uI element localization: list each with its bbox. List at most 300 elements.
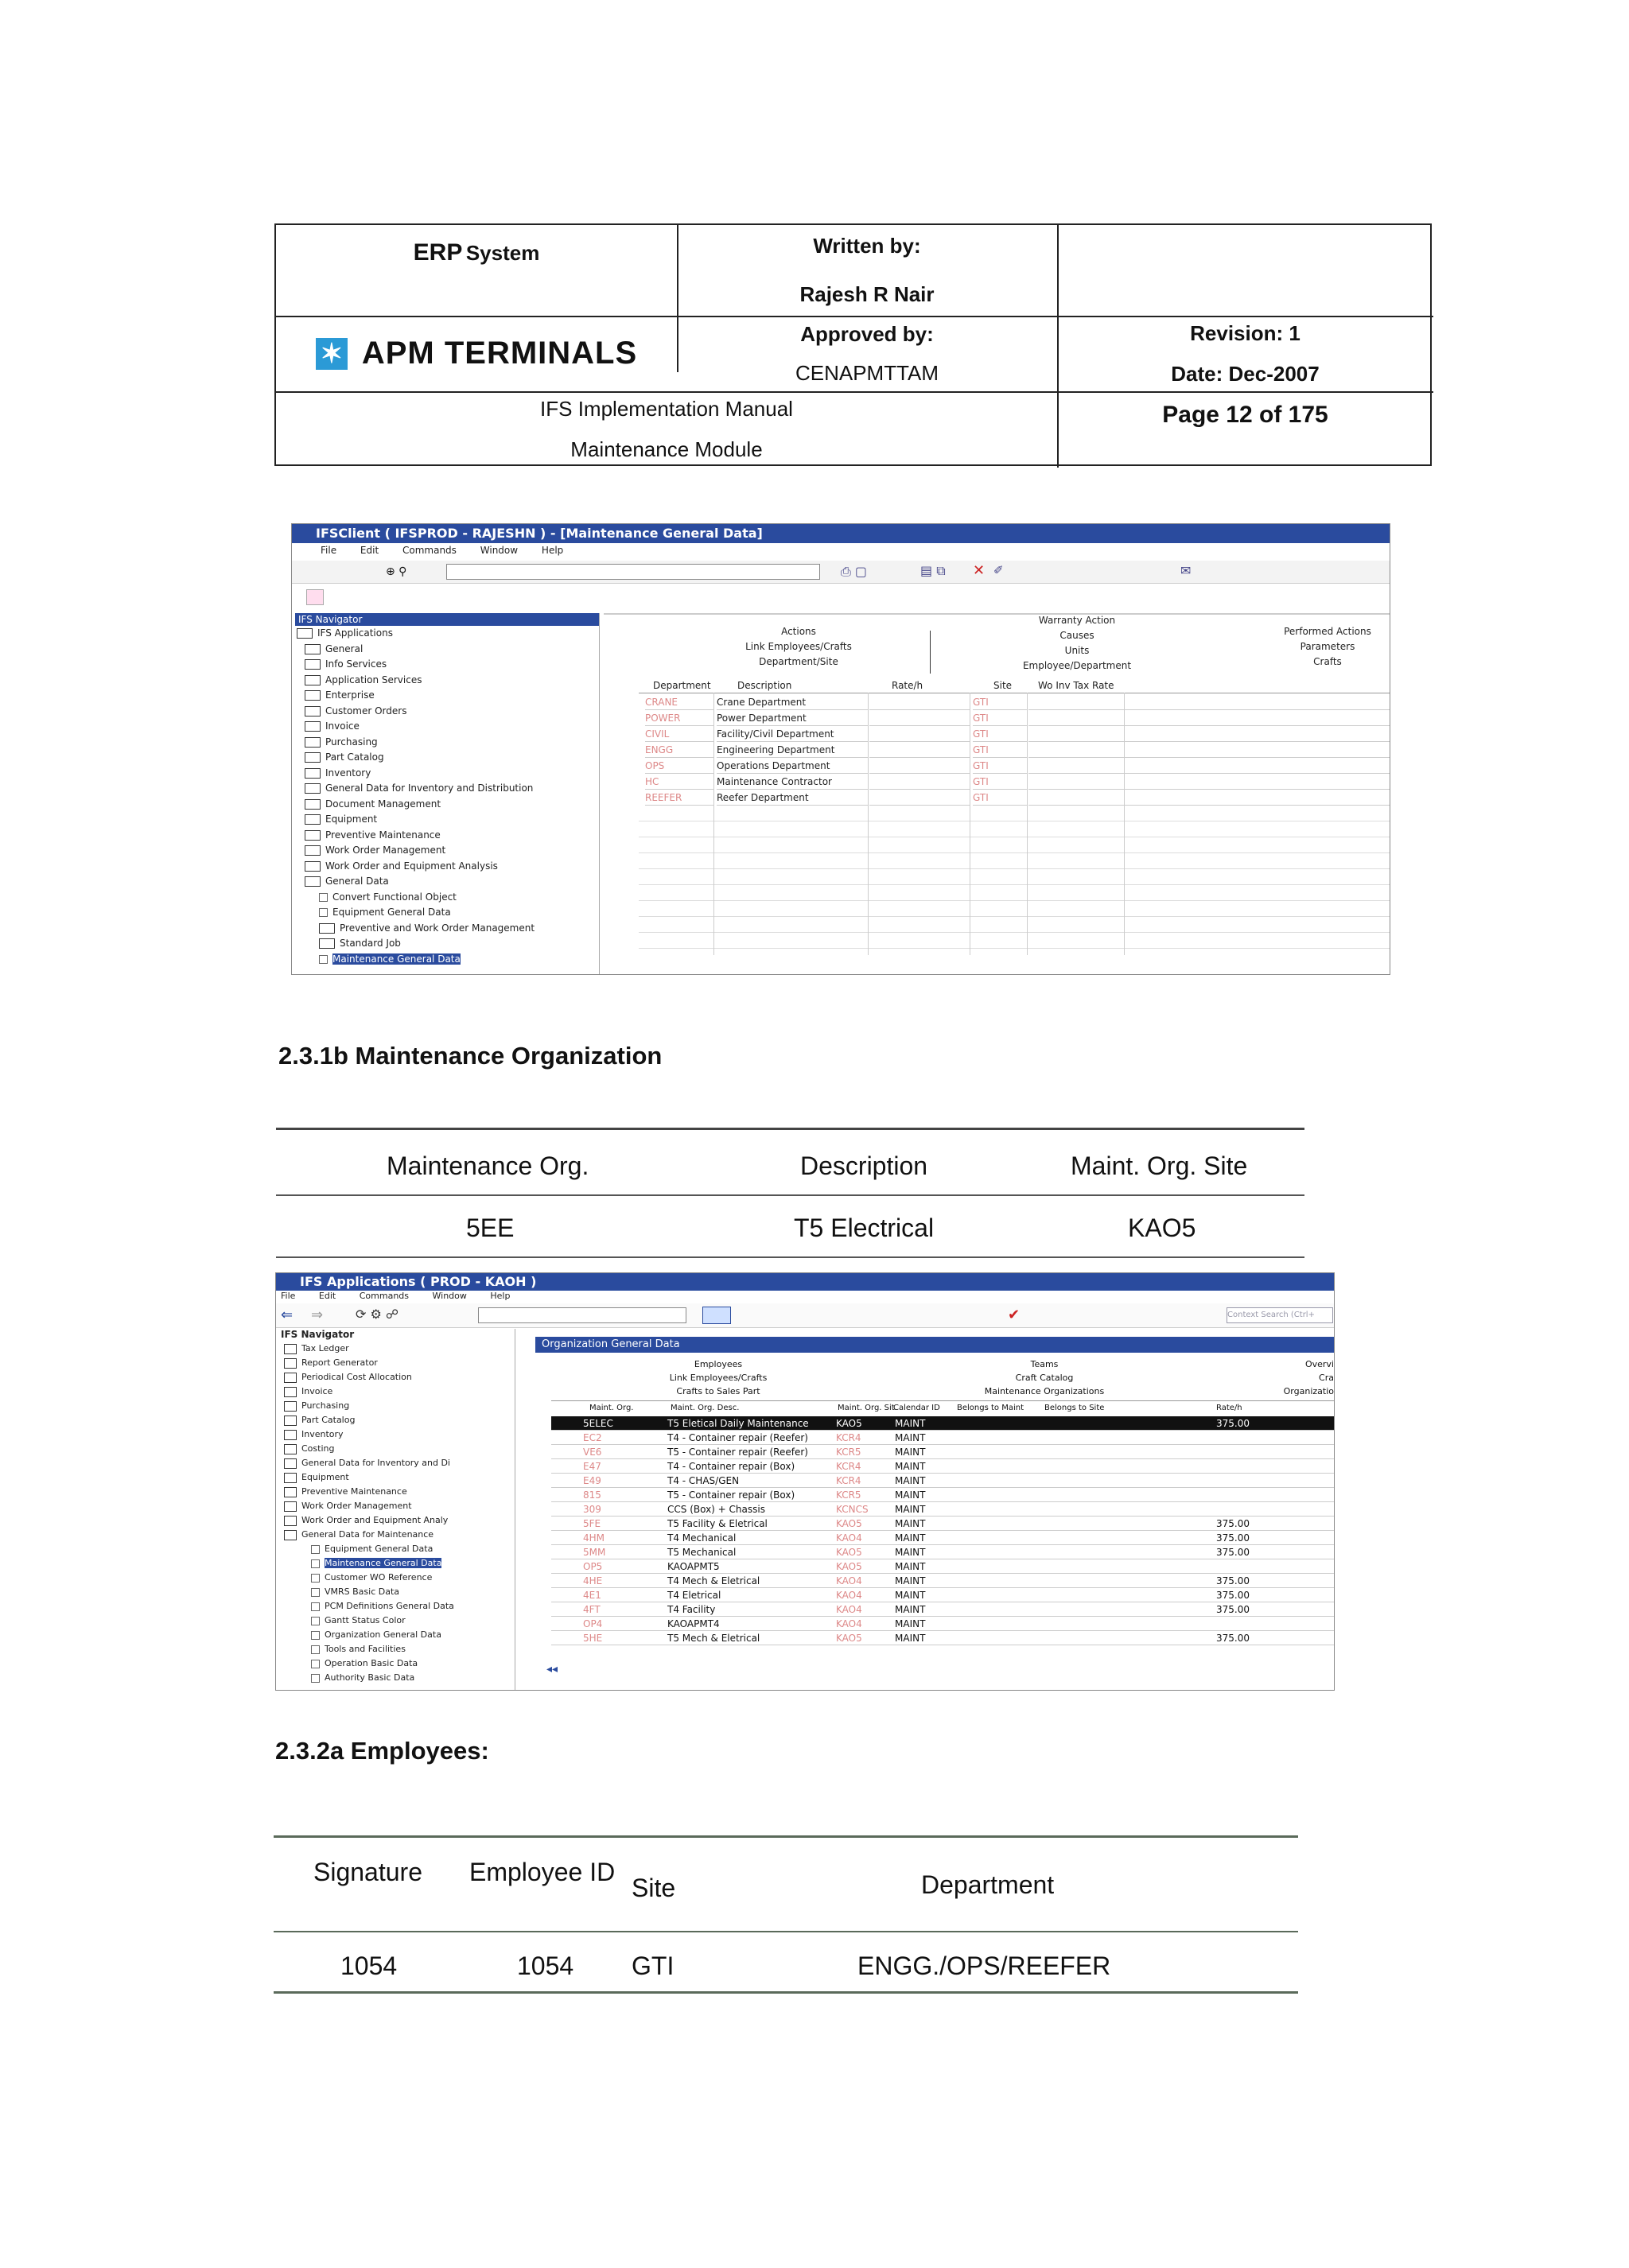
- nav-item[interactable]: [276, 1356, 515, 1370]
- nav-item-label: Tax Ledger: [301, 1343, 349, 1353]
- maint-org-desc-cell: T4 Eletrical: [667, 1590, 721, 1601]
- folder-icon: [284, 1358, 297, 1369]
- menu-window[interactable]: Window: [480, 545, 519, 556]
- folder-icon: [284, 1387, 297, 1397]
- forward-icon[interactable]: ⇒: [311, 1307, 324, 1323]
- description-cell[interactable]: Operations Department: [717, 758, 868, 774]
- folder-icon: [284, 1401, 297, 1412]
- nav-item[interactable]: [276, 1585, 515, 1599]
- folder-icon: [305, 830, 321, 841]
- folder-icon: [305, 644, 321, 654]
- table-row[interactable]: [551, 1445, 1334, 1459]
- empty-row-line: [639, 900, 1390, 901]
- page-number: Page 12 of 175: [1162, 402, 1328, 428]
- nav-item[interactable]: [295, 812, 599, 828]
- site-cell[interactable]: GTI: [973, 726, 1027, 742]
- nav-item-label: Customer Orders: [325, 705, 407, 717]
- maint-org-site-cell: KCR4: [836, 1432, 861, 1443]
- rate-cell: 375.00: [1216, 1518, 1250, 1529]
- nav-item[interactable]: [295, 797, 599, 813]
- nav-item[interactable]: [295, 859, 599, 875]
- table-row[interactable]: [551, 1588, 1334, 1602]
- nav-item[interactable]: [295, 890, 599, 906]
- table-row[interactable]: [551, 1559, 1334, 1574]
- maint-org-cell: E49: [583, 1475, 601, 1486]
- folder-icon: [305, 706, 321, 717]
- tab-actions[interactable]: Actions Link Employees/Crafts Department/Site: [745, 626, 852, 667]
- nav-item[interactable]: [295, 781, 599, 797]
- maint-org-cell: 4HM: [583, 1532, 605, 1544]
- erp-system-label: ERP System: [413, 239, 540, 266]
- table-row[interactable]: [551, 1617, 1334, 1631]
- maint-org-cell: OP4: [583, 1618, 603, 1629]
- nav-item[interactable]: [276, 1542, 515, 1556]
- description-cell[interactable]: Power Department: [717, 710, 868, 726]
- nav-item-label: Preventive and Work Order Management: [340, 922, 535, 934]
- site-cell[interactable]: GTI: [973, 710, 1027, 726]
- calendar-id-cell: MAINT: [895, 1604, 926, 1615]
- screenshot-maintenance-general-data: [291, 523, 1390, 975]
- maint-org-desc-cell: T4 - Container repair (Reefer): [667, 1432, 808, 1443]
- window-icon: [311, 1545, 320, 1554]
- nav-item-label: Equipment: [301, 1472, 349, 1482]
- binoculars-icon[interactable]: ⊕ ⚲: [386, 565, 407, 578]
- date-label: Date: Dec-2007: [1171, 361, 1320, 386]
- nav-item[interactable]: [276, 1642, 515, 1656]
- tax-rate-cell[interactable]: [1028, 742, 1390, 758]
- site-value: GTI: [632, 1951, 675, 1980]
- column-wo-inv-tax-rate[interactable]: Wo Inv Tax Rate: [1038, 680, 1114, 691]
- nav-item-label: Invoice: [325, 720, 360, 732]
- nav-item[interactable]: [276, 1556, 515, 1571]
- nav-item[interactable]: [276, 1499, 515, 1513]
- tax-rate-cell[interactable]: [1028, 790, 1390, 806]
- calendar-id-cell: MAINT: [895, 1575, 926, 1586]
- nav-item[interactable]: [295, 688, 599, 704]
- folder-icon: [305, 737, 321, 748]
- column-maint-org-site[interactable]: Maint. Org. Sit: [838, 1404, 895, 1412]
- tax-rate-cell[interactable]: [1028, 694, 1390, 710]
- column-belongs-to-maint[interactable]: Belongs to Maint: [957, 1404, 1024, 1412]
- rate-cell: 375.00: [1216, 1575, 1250, 1586]
- nav-item[interactable]: [276, 1599, 515, 1614]
- nav-item[interactable]: [276, 1384, 515, 1399]
- folder-icon: [305, 845, 321, 856]
- maintenance-data-panel: [604, 613, 1390, 974]
- approved-by-label: Approved by:: [800, 321, 934, 346]
- tax-rate-cell[interactable]: [1028, 774, 1390, 790]
- nav-item[interactable]: [295, 828, 599, 844]
- rate-cell: 375.00: [1216, 1532, 1250, 1544]
- nav-item[interactable]: [295, 626, 599, 642]
- nav-item[interactable]: [276, 1442, 515, 1456]
- tab-employees[interactable]: Employees Link Employees/Crafts Crafts to Sales Part: [669, 1359, 768, 1396]
- section-heading-employees: 2.3.2a Employees:: [275, 1737, 489, 1765]
- search-input[interactable]: [446, 564, 820, 580]
- window-icon: [311, 1660, 320, 1668]
- rate-cell: 375.00: [1216, 1547, 1250, 1558]
- calendar-id-cell: MAINT: [895, 1633, 926, 1644]
- panel-title: Organization General Data: [535, 1337, 1334, 1353]
- table-row[interactable]: [551, 1431, 1334, 1445]
- column-signature: Signature: [313, 1858, 422, 1886]
- nav-item-label: General Data for Inventory and Distribution: [325, 783, 534, 794]
- calendar-id-cell: MAINT: [895, 1518, 926, 1529]
- print-icon[interactable]: ⎙ ▢: [841, 564, 868, 579]
- nav-item-label: General Data for Maintenance: [301, 1529, 434, 1540]
- window-icon: [319, 955, 328, 964]
- rate-cell[interactable]: [869, 694, 970, 710]
- nav-item-label: Application Services: [325, 674, 422, 685]
- star-logo-icon: ✶: [316, 338, 348, 370]
- maint-org-cell: VE6: [583, 1447, 602, 1458]
- site-cell[interactable]: GTI: [973, 790, 1027, 806]
- nav-item[interactable]: [276, 1370, 515, 1384]
- maint-org-site-cell: KAO4: [836, 1618, 862, 1629]
- nav-item[interactable]: [276, 1413, 515, 1427]
- nav-item-label: Equipment General Data: [332, 907, 451, 918]
- tax-rate-cell[interactable]: [1028, 726, 1390, 742]
- nav-item[interactable]: [295, 874, 599, 890]
- maint-org-desc-cell: T4 Mechanical: [667, 1532, 737, 1544]
- menu-help[interactable]: Help: [490, 1291, 511, 1301]
- tab-performed-actions[interactable]: Performed Actions Parameters Crafts: [1284, 626, 1371, 667]
- ifs-navigator: [276, 1329, 515, 1690]
- maint-org-desc-cell: KAOAPMT5: [667, 1561, 720, 1572]
- maint-org-cell: 5HE: [583, 1633, 603, 1644]
- approved-by-name: CENAPMTTAM: [795, 360, 939, 385]
- description-cell[interactable]: Facility/Civil Department: [717, 726, 868, 742]
- nav-item[interactable]: [276, 1671, 515, 1685]
- description-cell[interactable]: Engineering Department: [717, 742, 868, 758]
- edit-icon[interactable]: ✐: [993, 563, 1004, 577]
- nav-item-label: Inventory: [325, 767, 371, 779]
- table-top-rule: [276, 1128, 1304, 1130]
- nav-item[interactable]: [276, 1456, 515, 1470]
- site-cell[interactable]: GTI: [973, 742, 1027, 758]
- module-name: Maintenance Module: [570, 437, 763, 461]
- site-cell[interactable]: GTI: [973, 774, 1027, 790]
- window-icon: [311, 1645, 320, 1654]
- nav-item-label: Equipment: [325, 814, 378, 825]
- tax-rate-cell[interactable]: [1028, 710, 1390, 726]
- table-row[interactable]: [551, 1416, 1334, 1431]
- table-row[interactable]: [551, 1631, 1334, 1645]
- maint-org-desc-cell: T5 Mechanical: [667, 1547, 737, 1558]
- menu-bar: [276, 1291, 1334, 1303]
- nav-item[interactable]: [295, 921, 599, 937]
- nav-item-label: Costing: [301, 1443, 335, 1454]
- column-employee-id: Employee ID: [469, 1858, 616, 1886]
- maint-org-site-cell: KAO4: [836, 1590, 862, 1601]
- column-maint-org-desc[interactable]: Maint. Org. Desc.: [671, 1404, 740, 1412]
- column-site[interactable]: Site: [993, 680, 1013, 691]
- column-rate[interactable]: Rate/h: [1216, 1404, 1242, 1412]
- department-cell[interactable]: OPS: [645, 758, 713, 774]
- nav-item[interactable]: [276, 1528, 515, 1542]
- written-by-label: Written by:: [813, 234, 921, 258]
- folder-icon: [305, 752, 321, 763]
- department-cell[interactable]: HC: [645, 774, 713, 790]
- folder-icon: [305, 675, 321, 685]
- folder-icon: [305, 861, 321, 872]
- maint-org-cell: 5ELEC: [583, 1418, 613, 1429]
- maint-org-site-cell: KCR5: [836, 1447, 861, 1458]
- calendar-id-cell: MAINT: [895, 1418, 926, 1429]
- folder-icon: [319, 938, 335, 949]
- menu-window[interactable]: Window: [432, 1291, 467, 1301]
- save-icon[interactable]: ✔: [1008, 1307, 1021, 1323]
- nav-item-label: IFS Applications: [317, 627, 393, 639]
- menu-file[interactable]: File: [281, 1291, 296, 1301]
- manual-title: IFS Implementation Manual: [540, 397, 793, 421]
- nav-item[interactable]: [276, 1399, 515, 1413]
- nav-item[interactable]: [295, 952, 599, 968]
- calendar-id-cell: MAINT: [895, 1489, 926, 1501]
- table-row[interactable]: [551, 1474, 1334, 1488]
- folder-icon: [284, 1487, 297, 1497]
- site-cell[interactable]: GTI: [973, 694, 1027, 710]
- delete-icon[interactable]: ✕: [973, 562, 986, 579]
- calendar-id-cell: MAINT: [895, 1618, 926, 1629]
- menu-bar: [292, 545, 1390, 561]
- nav-item-label: Organization General Data: [325, 1629, 441, 1640]
- rate-cell[interactable]: [869, 758, 970, 774]
- table-row[interactable]: [551, 1545, 1334, 1559]
- maint-org-cell: 4FT: [583, 1604, 601, 1615]
- rate-cell[interactable]: [869, 774, 970, 790]
- table-row[interactable]: [551, 1602, 1334, 1617]
- column-rate[interactable]: Rate/h: [892, 680, 923, 691]
- site-cell[interactable]: GTI: [973, 758, 1027, 774]
- nav-item-label: Purchasing: [325, 736, 378, 748]
- folder-icon: [284, 1501, 297, 1512]
- window-icon: [311, 1674, 320, 1683]
- nav-item-label: Enterprise: [325, 689, 375, 701]
- folder-icon: [284, 1516, 297, 1526]
- nav-item[interactable]: [276, 1656, 515, 1671]
- menu-commands[interactable]: Commands: [402, 545, 457, 556]
- table-row[interactable]: [551, 1488, 1334, 1502]
- scroll-left-icon[interactable]: ◂◂: [546, 1663, 558, 1676]
- description-cell[interactable]: Maintenance Contractor: [717, 774, 868, 790]
- maint-org-cell: 5FE: [583, 1518, 601, 1529]
- maint-org-site-cell: KAO5: [836, 1518, 862, 1529]
- nav-item-label: Work Order Management: [325, 845, 446, 856]
- address-input[interactable]: [478, 1307, 686, 1323]
- department-cell[interactable]: ENGG: [645, 742, 713, 758]
- column-description[interactable]: Description: [737, 680, 792, 691]
- organization-panel: [535, 1337, 1334, 1690]
- ifs-navigator: [295, 613, 600, 974]
- nav-item-label: Tools and Facilities: [325, 1644, 406, 1654]
- column-site: Site: [632, 1874, 676, 1902]
- folder-icon: [305, 721, 321, 732]
- column-belongs-to-site[interactable]: Belongs to Site: [1044, 1404, 1105, 1412]
- column-calendar-id[interactable]: Calendar ID: [893, 1404, 940, 1412]
- maint-org-desc-cell: T5 - Container repair (Reefer): [667, 1447, 808, 1458]
- menu-edit[interactable]: Edit: [360, 545, 379, 556]
- empty-row-line: [639, 916, 1390, 917]
- nav-item[interactable]: [276, 1614, 515, 1628]
- nav-item[interactable]: [295, 750, 599, 766]
- department-cell[interactable]: REEFER: [645, 790, 713, 806]
- back-icon[interactable]: ⇐: [281, 1307, 294, 1323]
- maint-org-cell: OP5: [583, 1561, 603, 1572]
- menu-edit[interactable]: Edit: [318, 1291, 336, 1301]
- maint-org-site-value: KAO5: [1128, 1214, 1196, 1242]
- folder-icon: [305, 814, 321, 825]
- tab-overview[interactable]: Overvi Cra Organizatio: [1283, 1359, 1334, 1396]
- nav-item[interactable]: [295, 766, 599, 782]
- column-description: Description: [800, 1151, 928, 1180]
- menu-commands[interactable]: Commands: [359, 1291, 410, 1301]
- table-row[interactable]: [551, 1517, 1334, 1531]
- nav-item[interactable]: [295, 673, 599, 689]
- nav-item[interactable]: [295, 719, 599, 735]
- empty-row-line: [639, 884, 1390, 885]
- description-cell[interactable]: Crane Department: [717, 694, 868, 710]
- nav-item[interactable]: [276, 1427, 515, 1442]
- maint-org-desc-cell: T4 Facility: [667, 1604, 716, 1615]
- window-icon: [311, 1602, 320, 1611]
- description-value: T5 Electrical: [794, 1214, 935, 1242]
- empty-row-line: [639, 948, 1390, 949]
- nav-item-label: PCM Definitions General Data: [325, 1601, 454, 1611]
- employee-id-value: 1054: [517, 1951, 574, 1980]
- table-row[interactable]: [551, 1531, 1334, 1545]
- nav-item-label: Work Order and Equipment Analysis: [325, 860, 498, 872]
- nav-item[interactable]: [295, 936, 599, 952]
- tab-teams[interactable]: Teams Craft Catalog Maintenance Organizations: [984, 1359, 1105, 1396]
- nav-item[interactable]: [276, 1485, 515, 1499]
- column-maint-org[interactable]: Maint. Org.: [589, 1404, 634, 1412]
- maint-org-site-cell: KCR4: [836, 1461, 861, 1472]
- table-bottom-rule: [276, 1256, 1304, 1258]
- department-cell[interactable]: CRANE: [645, 694, 713, 710]
- approved-by-block: [677, 316, 1057, 391]
- window-icon: [319, 893, 328, 902]
- maint-org-cell: EC2: [583, 1432, 602, 1443]
- manual-title-block: [276, 391, 1057, 468]
- nav-item[interactable]: [276, 1342, 515, 1356]
- nav-item-label: Maintenance General Data: [332, 953, 461, 965]
- nav-item-label: Convert Functional Object: [332, 891, 457, 903]
- revision-block: [1057, 316, 1433, 391]
- maint-org-site-cell: KAO5: [836, 1633, 862, 1644]
- maint-org-site-cell: KCR4: [836, 1475, 861, 1486]
- folder-icon: [319, 923, 335, 934]
- nav-item-label: Document Management: [325, 798, 441, 810]
- table-row[interactable]: [551, 1459, 1334, 1474]
- description-cell[interactable]: Reefer Department: [717, 790, 868, 806]
- table-row[interactable]: [551, 1574, 1334, 1588]
- maint-org-desc-cell: T5 Eletical Daily Maintenance: [667, 1418, 809, 1429]
- column-maintenance-org: Maintenance Org.: [387, 1151, 589, 1180]
- maint-org-desc-cell: T5 - Container repair (Box): [667, 1489, 795, 1501]
- nav-item[interactable]: [295, 843, 599, 859]
- section-heading-maintenance-organization: 2.3.1b Maintenance Organization: [278, 1042, 663, 1070]
- nav-item[interactable]: [276, 1628, 515, 1642]
- maint-org-cell: 815: [583, 1489, 601, 1501]
- nav-item-label: VMRS Basic Data: [325, 1586, 400, 1597]
- nav-item-label: Report Generator: [301, 1357, 378, 1368]
- folder-icon: [284, 1416, 297, 1426]
- window-title: IFSClient ( IFSPROD - RAJESHN ) - [Maintenance General Data]: [292, 524, 1390, 543]
- navigator-title: IFS Navigator: [295, 613, 599, 626]
- nav-item[interactable]: [295, 704, 599, 720]
- tab-warranty-action[interactable]: Warranty Action Causes Units Employee/Department: [1022, 615, 1132, 671]
- nav-item[interactable]: [295, 735, 599, 751]
- department-cell[interactable]: CIVIL: [645, 726, 713, 742]
- nav-item-label: Customer WO Reference: [325, 1572, 433, 1583]
- nav-item[interactable]: [295, 657, 599, 673]
- maint-org-cell: 4E1: [583, 1590, 601, 1601]
- folder-icon: [305, 876, 321, 887]
- nav-item[interactable]: [276, 1513, 515, 1528]
- nav-item-label: Authority Basic Data: [325, 1672, 415, 1683]
- screenshot-organization-general-data: [275, 1272, 1335, 1691]
- calendar-id-cell: MAINT: [895, 1590, 926, 1601]
- calendar-id-cell: MAINT: [895, 1432, 926, 1443]
- calendar-id-cell: MAINT: [895, 1475, 926, 1486]
- rate-cell[interactable]: [869, 742, 970, 758]
- navigator-toggle-icon[interactable]: [702, 1307, 731, 1324]
- maint-org-desc-cell: T4 Mech & Eletrical: [667, 1575, 760, 1586]
- mail-icon[interactable]: ✉: [1180, 563, 1192, 578]
- nav-item-label: General: [325, 643, 364, 654]
- nav-item[interactable]: [295, 642, 599, 658]
- rate-cell[interactable]: [869, 790, 970, 806]
- refresh-icon[interactable]: ⟳ ⚙ ☍: [356, 1307, 399, 1322]
- new-icon[interactable]: ▤ ⧉: [920, 563, 946, 578]
- calendar-id-cell: MAINT: [895, 1547, 926, 1558]
- calendar-id-cell: MAINT: [895, 1447, 926, 1458]
- calendar-id-cell: MAINT: [895, 1532, 926, 1544]
- maint-org-desc-cell: KAOAPMT4: [667, 1618, 720, 1629]
- nav-item-label: Gantt Status Color: [325, 1615, 406, 1625]
- folder-icon: [284, 1458, 297, 1469]
- menu-file[interactable]: File: [321, 545, 337, 556]
- rate-cell: 375.00: [1216, 1604, 1250, 1615]
- folder-icon: [305, 768, 321, 779]
- rate-cell: 375.00: [1216, 1590, 1250, 1601]
- maint-org-desc-cell: T5 Facility & Eletrical: [667, 1518, 768, 1529]
- rate-cell[interactable]: [869, 710, 970, 726]
- navigator-toggle-icon[interactable]: [306, 589, 324, 605]
- nav-item[interactable]: [276, 1571, 515, 1585]
- document-header: [274, 223, 1432, 466]
- nav-item-label: Standard Job: [340, 938, 401, 949]
- table-row[interactable]: [551, 1502, 1334, 1517]
- folder-icon: [284, 1444, 297, 1454]
- window-icon: [311, 1559, 320, 1568]
- menu-help[interactable]: Help: [541, 545, 564, 556]
- maint-org-cell: E47: [583, 1461, 601, 1472]
- department-cell[interactable]: POWER: [645, 710, 713, 726]
- rate-cell[interactable]: [869, 726, 970, 742]
- maint-org-site-cell: KAO5: [836, 1561, 862, 1572]
- column-department[interactable]: Department: [653, 680, 711, 691]
- tax-rate-cell[interactable]: [1028, 758, 1390, 774]
- nav-item[interactable]: [295, 905, 599, 921]
- folder-icon: [284, 1373, 297, 1383]
- nav-item[interactable]: [276, 1470, 515, 1485]
- maint-org-site-cell: KAO4: [836, 1532, 862, 1544]
- nav-item-label: Preventive Maintenance: [325, 829, 441, 841]
- maint-org-site-cell: KAO5: [836, 1418, 862, 1429]
- context-search-input[interactable]: Context Search (Ctrl+: [1227, 1307, 1333, 1323]
